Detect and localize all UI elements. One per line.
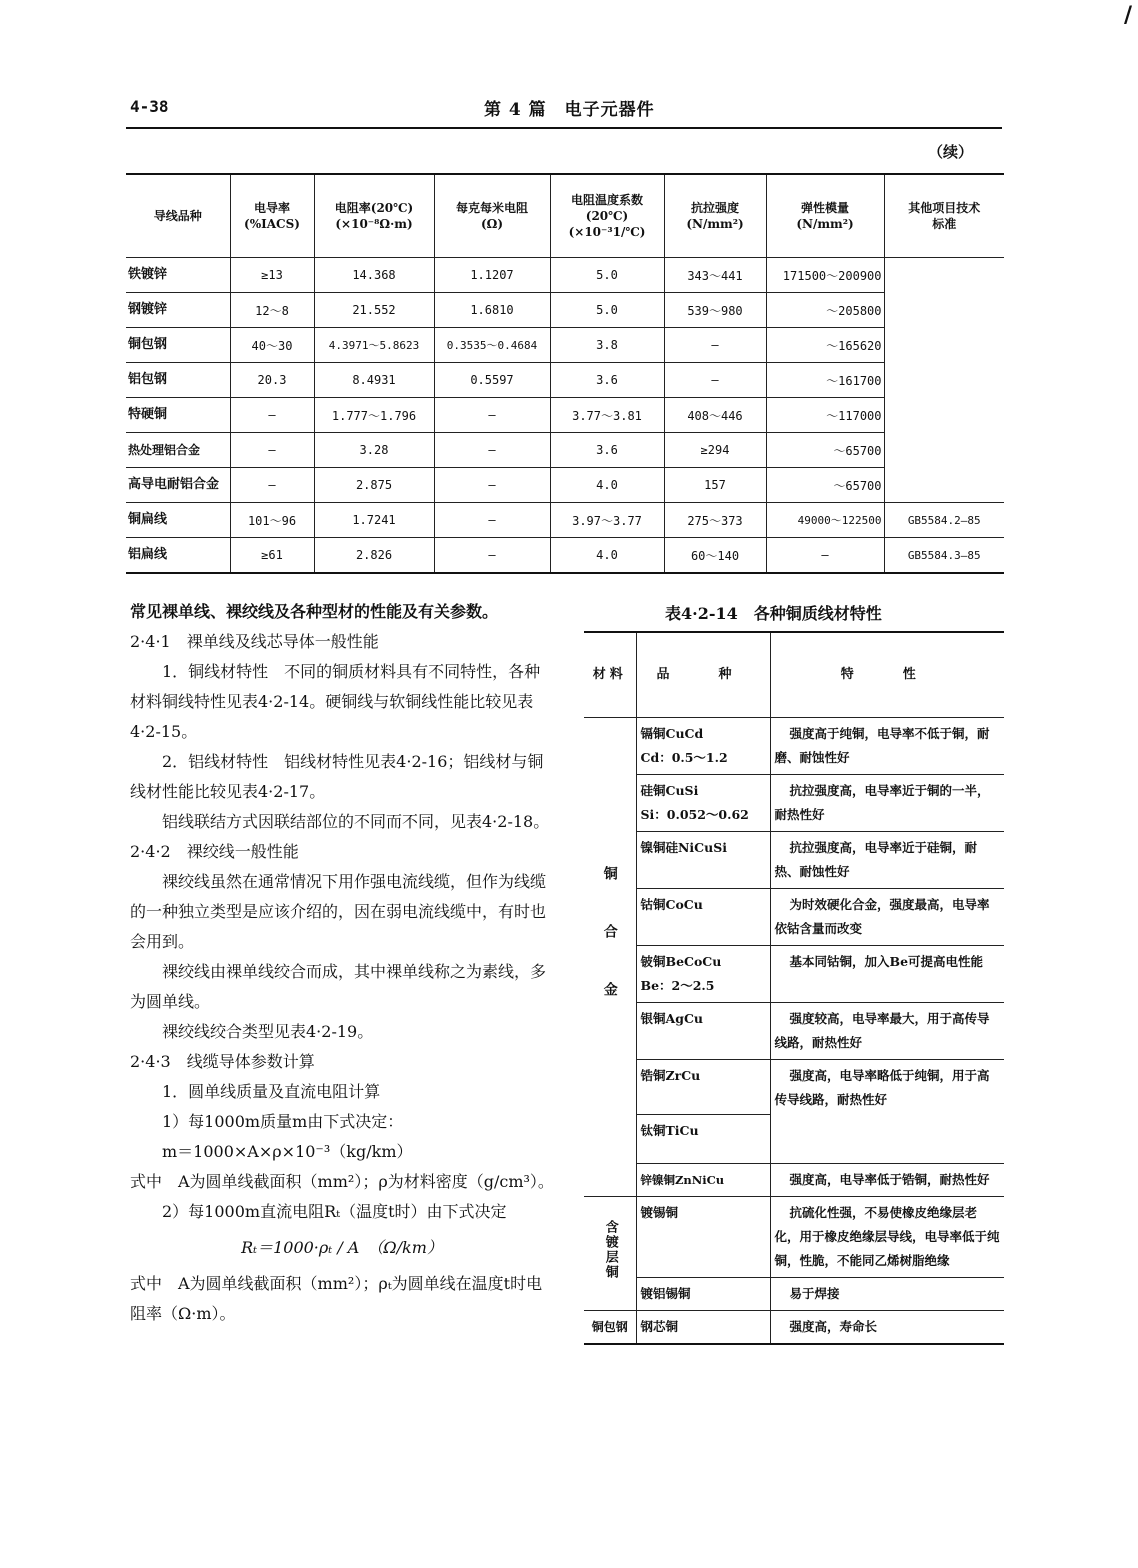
table-row [126, 293, 1004, 328]
variety-cell: 钛铜TiCu [636, 1115, 770, 1164]
header-rule [126, 127, 1002, 129]
cell [884, 258, 1004, 503]
col-header: 电阻温度系数 (20℃) (×10⁻³1/℃) [550, 174, 664, 258]
paragraph: 裸绞线绞合类型见表4·2-19。 [162, 1022, 374, 1041]
cell: 3.8 [550, 328, 664, 363]
cell: 热处理铝合金 [126, 433, 230, 468]
table-header-row [584, 632, 1004, 718]
table-row [126, 328, 1004, 363]
table-row [126, 538, 1004, 574]
wire-properties-table [126, 173, 1004, 574]
body-text-column [130, 597, 554, 1329]
table-row [126, 468, 1004, 503]
cell: 高导电耐铝合金 [126, 468, 230, 503]
page-number: 4-38 [130, 97, 169, 116]
variety-cell: 硅铜CuSi Si：0.052～0.62 [636, 775, 770, 832]
table-row [584, 889, 1004, 946]
cell: ～205800 [766, 293, 884, 328]
cell: ～117000 [766, 398, 884, 433]
group-label: 含镀层铜 [584, 1197, 636, 1311]
variety-cell: 铍铜BeCoCu Be：2～2.5 [636, 946, 770, 1003]
col-header: 每克每米电阻 (Ω) [434, 174, 550, 258]
table-row [584, 1060, 1004, 1115]
cell: — [766, 538, 884, 574]
cell: 3.6 [550, 433, 664, 468]
cell: 60～140 [664, 538, 766, 574]
variety-cell: 锌镍铜ZnNiCu [636, 1164, 770, 1197]
cell: 20.3 [230, 363, 314, 398]
cell: 49000～122500 [766, 503, 884, 538]
col-header: 材料 [584, 632, 636, 718]
cell: GB5584.2—85 [884, 503, 1004, 538]
cell: 12～8 [230, 293, 314, 328]
cell: 343～441 [664, 258, 766, 293]
cell: — [434, 468, 550, 503]
cell: 3.97～3.77 [550, 503, 664, 538]
cell: 101～96 [230, 503, 314, 538]
cell: 8.4931 [314, 363, 434, 398]
group-label: 铜包钢 [584, 1311, 636, 1345]
cell: 2.875 [314, 468, 434, 503]
property-cell: 强度高，电导率低于锆铜，耐热性好 [770, 1164, 1004, 1197]
cell: — [230, 398, 314, 433]
paragraph: 2．铝线材特性 铝线材特性见表4·2-16；铝线材与铜线材性能比较见表4·2-17。 [130, 752, 544, 801]
cell: 1.7241 [314, 503, 434, 538]
cell: 5.0 [550, 258, 664, 293]
cell: 275～373 [664, 503, 766, 538]
cell: ～65700 [766, 433, 884, 468]
paragraph: 2）每1000m直流电阻Rₜ（温度t时）由下式决定 [162, 1202, 507, 1221]
table-caption: 表4·2-14 各种铜质线材特性 [665, 604, 882, 623]
paragraph: 1．圆单线质量及直流电阻计算 [162, 1082, 381, 1101]
cell: 408～446 [664, 398, 766, 433]
cell: 3.6 [550, 363, 664, 398]
cell: — [230, 433, 314, 468]
col-header: 电阻率(20℃) (×10⁻⁸Ω·m) [314, 174, 434, 258]
copper-wire-table [584, 631, 1004, 1345]
col-header: 导线品种 [126, 174, 230, 258]
formula-resistance: Rₜ＝1000·ρₜ / A （Ω/km） [241, 1238, 443, 1257]
table-row [584, 775, 1004, 832]
cell: 铜包钢 [126, 328, 230, 363]
table-row [584, 1197, 1004, 1278]
cell: — [664, 363, 766, 398]
cell: ≥61 [230, 538, 314, 574]
property-cell: 强度高，寿命长 [770, 1311, 1004, 1345]
section-heading: 2·4·3 线缆导体参数计算 [130, 1052, 315, 1071]
table-row [584, 946, 1004, 1003]
variety-cell: 钴铜CoCu [636, 889, 770, 946]
table-row [584, 1278, 1004, 1311]
property-cell: 易于焊接 [770, 1278, 1004, 1311]
cell: 4.3971～5.8623 [314, 328, 434, 363]
pen-mark: / [1123, 2, 1132, 28]
cell: 1.1207 [434, 258, 550, 293]
cell: ～165620 [766, 328, 884, 363]
property-cell: 强度高于纯铜，电导率不低于铜，耐磨、耐蚀性好 [770, 718, 1004, 775]
cell: 3.28 [314, 433, 434, 468]
paragraph: 裸绞线由裸单线绞合而成，其中裸单线称之为素线，多为圆单线。 [130, 962, 547, 1011]
cell: ～65700 [766, 468, 884, 503]
cell: 171500～200900 [766, 258, 884, 293]
property-cell: 抗拉强度高，电导率近于铜的一半，耐热性好 [770, 775, 1004, 832]
cell: 1.777～1.796 [314, 398, 434, 433]
property-cell: 抗硫化性强，不易使橡皮绝缘层老化，用于橡皮绝缘层导线，电导率低于纯铜，性脆，不能同乙烯树脂绝缘 [770, 1197, 1004, 1278]
variety-cell: 银铜AgCu [636, 1003, 770, 1060]
table-header-row [126, 174, 1004, 258]
col-header: 抗拉强度 (N/mm²) [664, 174, 766, 258]
cell: 1.6810 [434, 293, 550, 328]
cell: GB5584.3—85 [884, 538, 1004, 574]
cell: 539～980 [664, 293, 766, 328]
cell: 特硬铜 [126, 398, 230, 433]
cell: 4.0 [550, 468, 664, 503]
paragraph: 裸绞线虽然在通常情况下用作强电流线缆，但作为线缆的一种独立类型是应该介绍的，因在弱电流线缆中，有时也会用到。 [130, 872, 547, 951]
table-row [584, 718, 1004, 775]
cell: 2.826 [314, 538, 434, 574]
property-cell: 为时效硬化合金，强度最高，电导率依钴含量而改变 [770, 889, 1004, 946]
table-row [126, 433, 1004, 468]
cell: 0.5597 [434, 363, 550, 398]
cell: — [434, 538, 550, 574]
variety-cell: 钢芯铜 [636, 1311, 770, 1345]
table-row [584, 1003, 1004, 1060]
cell: ～161700 [766, 363, 884, 398]
cell: 21.552 [314, 293, 434, 328]
paragraph: 铝线联结方式因联结部位的不同而不同，见表4·2-18。 [162, 812, 550, 831]
col-header: 电导率 (%IACS) [230, 174, 314, 258]
cell: 铜扁线 [126, 503, 230, 538]
cell: — [230, 468, 314, 503]
cell: 40～30 [230, 328, 314, 363]
table-row [126, 363, 1004, 398]
variety-cell: 镍铜硅NiCuSi [636, 832, 770, 889]
variety-cell: 镀锡铜 [636, 1197, 770, 1278]
cell: — [434, 433, 550, 468]
cell: — [434, 503, 550, 538]
cell: 157 [664, 468, 766, 503]
paragraph: 式中 A为圆单线截面积（mm²）；ρ为材料密度（g/cm³）。 [130, 1172, 554, 1191]
paragraph: 1．铜线材特性 不同的铜质材料具有不同特性，各种材料铜线特性见表4·2-14。硬铜线与软铜线性能比较见表4·2-15。 [130, 662, 541, 741]
table-row [584, 1164, 1004, 1197]
table-row [584, 1311, 1004, 1345]
cell: 3.77～3.81 [550, 398, 664, 433]
variety-cell: 锆铜ZrCu [636, 1060, 770, 1115]
property-cell: 抗拉强度高，电导率近于硅铜，耐热、耐蚀性好 [770, 832, 1004, 889]
col-header: 其他项目技术 标准 [884, 174, 1004, 258]
paragraph: 式中 A为圆单线截面积（mm²）；ρₜ为圆单线在温度t时电阻率（Ω·m）。 [130, 1274, 543, 1323]
cell: 5.0 [550, 293, 664, 328]
col-header: 品 种 [636, 632, 770, 718]
table-row [126, 398, 1004, 433]
variety-cell: 镀铝锡铜 [636, 1278, 770, 1311]
cell: ≥13 [230, 258, 314, 293]
cell: 铁镀锌 [126, 258, 230, 293]
paragraph: 1）每1000m质量m由下式决定： [162, 1112, 404, 1131]
section-heading: 2·4·2 裸绞线一般性能 [130, 842, 299, 861]
variety-cell: 镉铜CuCd Cd：0.5～1.2 [636, 718, 770, 775]
part-title: 第 4 篇 电子元器件 [484, 100, 655, 120]
cell: ≥294 [664, 433, 766, 468]
group-label: 铜合金 [584, 718, 636, 1197]
cell: 钢镀锌 [126, 293, 230, 328]
cell: 铝包钢 [126, 363, 230, 398]
cell: — [664, 328, 766, 363]
col-header: 特 性 [770, 632, 1004, 718]
formula-mass: m＝1000×A×ρ×10⁻³（kg/km） [162, 1142, 413, 1161]
table-row [126, 258, 1004, 293]
cell: 4.0 [550, 538, 664, 574]
cell: — [434, 398, 550, 433]
table-row [584, 832, 1004, 889]
continued-label: （续） [928, 143, 974, 161]
property-cell: 强度较高，电导率最大，用于高传导线路，耐热性好 [770, 1003, 1004, 1060]
property-cell: 基本同钴铜，加入Be可提高电性能 [770, 946, 1004, 1003]
paragraph: 常见裸单线、裸绞线及各种型材的性能及有关参数。 [130, 602, 499, 621]
cell: 铝扁线 [126, 538, 230, 574]
section-heading: 2·4·1 裸单线及线芯导体一般性能 [130, 632, 379, 651]
table-row [126, 503, 1004, 538]
cell: 14.368 [314, 258, 434, 293]
cell: 0.3535～0.4684 [434, 328, 550, 363]
property-cell: 强度高，电导率略低于纯铜，用于高传导线路，耐热性好 [770, 1060, 1004, 1164]
col-header: 弹性模量 (N/mm²) [766, 174, 884, 258]
